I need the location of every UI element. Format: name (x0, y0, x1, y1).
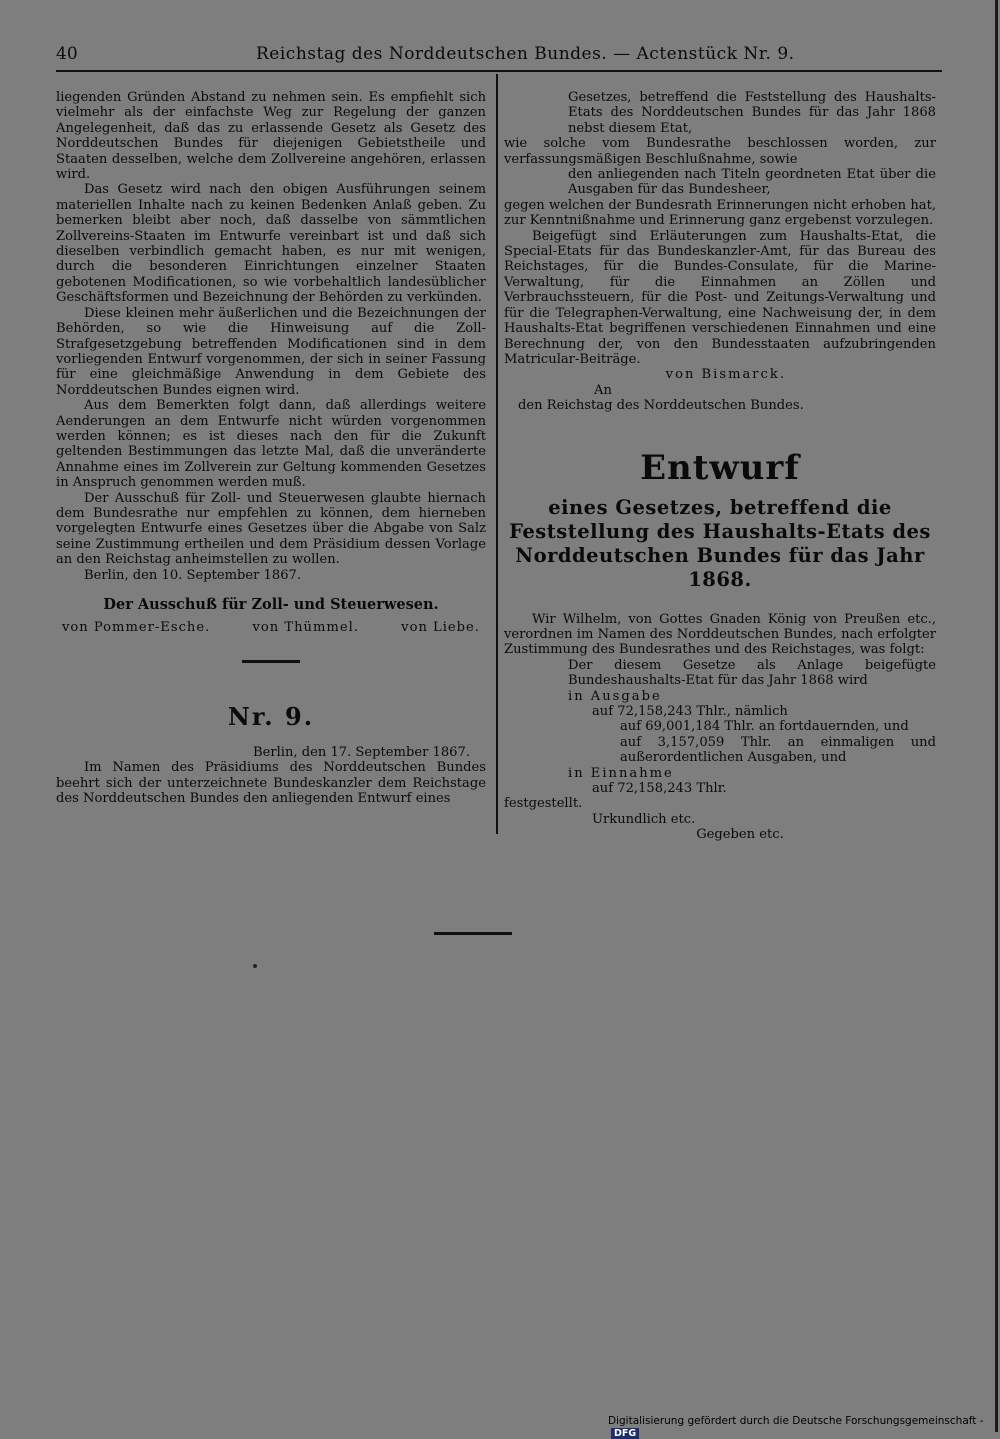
scan-speck (253, 964, 257, 968)
enclosure-item: Gesetzes, betreffend die Feststellung des Haushalts-Etats des Norddeutschen Bundes für das Jahr 1868 nebst diesem Etat, (568, 90, 936, 136)
right-column (504, 90, 936, 843)
page-edge (995, 0, 998, 1432)
section-rule (242, 660, 300, 663)
ausgabe-einmalig: auf 3,157,059 Thlr. an einmaligen und außerordentlichen Ausgaben, und (620, 734, 936, 766)
ausgabe-total: auf 72,158,243 Thlr., nämlich (592, 703, 788, 719)
page-number: 40 (56, 44, 78, 64)
running-title: Reichstag des Norddeutschen Bundes. — Actenstück Nr. 9. (256, 44, 795, 64)
member-name: von Thümmel. (252, 620, 359, 636)
festgestellt: festgestellt. (504, 796, 583, 812)
signature: von Bismarck. (665, 367, 786, 383)
document-date: Berlin, den 17. September 1867. (252, 744, 470, 760)
paragraph: Aus dem Bemerkten folgt dann, daß allerdings weitere Aenderungen an dem Entwurfe nicht würden vorgenommen werden können; es ist dieses nach den für die Zukunft geltenden Bestimmungen das letzte Mal, daß die unveränderte Annahme eines im Zollverein zur Geltung kommenden Gesetzes in Anspruch genommen werden muß. (56, 398, 486, 491)
footer-text: Digitalisierung gefördert durch die Deutsche Forschungsgemeinschaft - (608, 1415, 984, 1427)
committee-name: Der Ausschuß für Zoll- und Steuerwesen. (103, 596, 439, 613)
urkundlich: Urkundlich etc. (592, 811, 696, 827)
member-name: von Liebe. (401, 620, 480, 636)
left-column (56, 90, 486, 806)
member-name: von Pommer-Esche. (62, 620, 211, 636)
law-preamble: Wir Wilhelm, von Gottes Gnaden König von Preußen etc., verordnen im Namen des Norddeutschen Bundes, nach erfolgter Zustimmung des Bundesrathes und des Reichstages, was folgt: (504, 611, 936, 658)
end-rule (434, 932, 512, 935)
committee-members (56, 620, 486, 635)
page-header (56, 44, 936, 68)
paragraph: Der Ausschuß für Zoll- und Steuerwesen glaubte hiernach dem Bundesrathe nur empfehlen zu können, dem hierneben vorgelegten Entwurfe eines Gesetzes über die Abgabe von Salz seine Zustimmung ertheilen und dem Präsidium dessen Vorlage an den Reichstag anheimstellen zu wollen. (56, 490, 486, 568)
einnahme-total: auf 72,158,243 Thlr. (592, 781, 727, 796)
address: den Reichstag des Norddeutschen Bundes. (518, 398, 804, 414)
header-rule (56, 70, 942, 72)
paragraph: liegenden Gründen Abstand zu nehmen sein. Es empfiehlt sich vielmehr als der einfachste Weg zur Regelung der ganzen Angelegenheit, daß das zu erlassende Gesetz als Gesetz des Norddeutschen Bundes für diejenigen Gebietstheile und Staaten desselben, welche dem Zollvereine angehören, erlassen wird. (56, 90, 486, 183)
digitization-footer (608, 1415, 1000, 1439)
ausgabe-label: in Ausgabe (568, 688, 662, 704)
ausgabe-fortdauernd: auf 69,001,184 Thlr. an fortdauernden, und (620, 719, 909, 735)
enclosure-item: den anliegenden nach Titeln geordneten Etat über die Ausgaben für das Bundesheer, (568, 167, 936, 198)
document-number: Nr. 9. (227, 701, 315, 731)
intro-paragraph: Im Namen des Präsidiums des Norddeutschen Bundes beehrt sich der unterzeichnete Bundeskanzler dem Reichstage des Norddeutschen Bundes den anliegenden Entwurf eines (56, 760, 486, 807)
entwurf-heading: Entwurf (640, 447, 800, 488)
date-line: Berlin, den 10. September 1867. (84, 567, 302, 583)
column-divider (496, 74, 498, 834)
dfg-logo: DFG (611, 1428, 639, 1439)
einnahme-label: in Einnahme (568, 765, 674, 781)
paragraph: Diese kleinen mehr äußerlichen und die Bezeichnungen der Behörden, so wie die Hinweisung auf die Zoll-Strafgesetzgebung betreffenden Modificationen sind in dem vorliegenden Entwurf vorgenommen, der sich in seiner Fassung für eine gleichmäßige Anwendung in dem Gebiete des Norddeutschen Bundes eignen wird. (56, 305, 486, 398)
address-an: An (594, 382, 612, 398)
paragraph: gegen welchen der Bundesrath Erinnerungen nicht erhoben hat, zur Kenntnißnahme und Erinnerung ganz ergebenst vorzulegen. (504, 197, 936, 229)
law-title: eines Gesetzes, betreffend die Feststellung des Haushalts-Etats des Norddeutschen Bundes für das Jahr 1868. (509, 495, 931, 591)
paragraph: wie solche vom Bundesrathe beschlossen worden, zur verfassungsmäßigen Beschlußnahme, sowie (504, 136, 936, 167)
paragraph: Beigefügt sind Erläuterungen zum Haushalts-Etat, die Special-Etats für das Bundeskanzler-Amt, für das Bureau des Reichstages, für die Bundes-Consulate, für die Marine-Verwaltung, für die Einnahmen an Zöllen und Verbrauchssteuern, für die Post- und Zeitungs-Verwaltung und für die Telegraphen-Verwaltung, eine Nachweisung der, in dem Haushalts-Etat begriffenen verschiedenen Einnahmen und eine Berechnung der, von den Bundesstaaten aufzubringenden Matricular-Beiträge. (504, 228, 936, 367)
gegeben: Gegeben etc. (696, 827, 784, 843)
law-item: Der diesem Gesetze als Anlage beigefügte Bundeshaushalts-Etat für das Jahr 1868 wird (568, 657, 936, 689)
paragraph: Das Gesetz wird nach den obigen Ausführungen seinem materiellen Inhalte nach zu keinen Bedenken Anlaß geben. Zu bemerken bleibt aber noch, daß dasselbe von sämmtlichen Zollvereins-Staaten im Entwurfe vereinbart ist und daß sich dieselben verbindlich gemacht haben, es nur mit wenigen, durch die besonderen Einrichtungen einzelner Staaten gebotenen Modificationen, so wie vorbehaltlich landesüblicher Geschäftsformen und Bezeichnung der Behörden zu verkünden. (56, 182, 486, 306)
